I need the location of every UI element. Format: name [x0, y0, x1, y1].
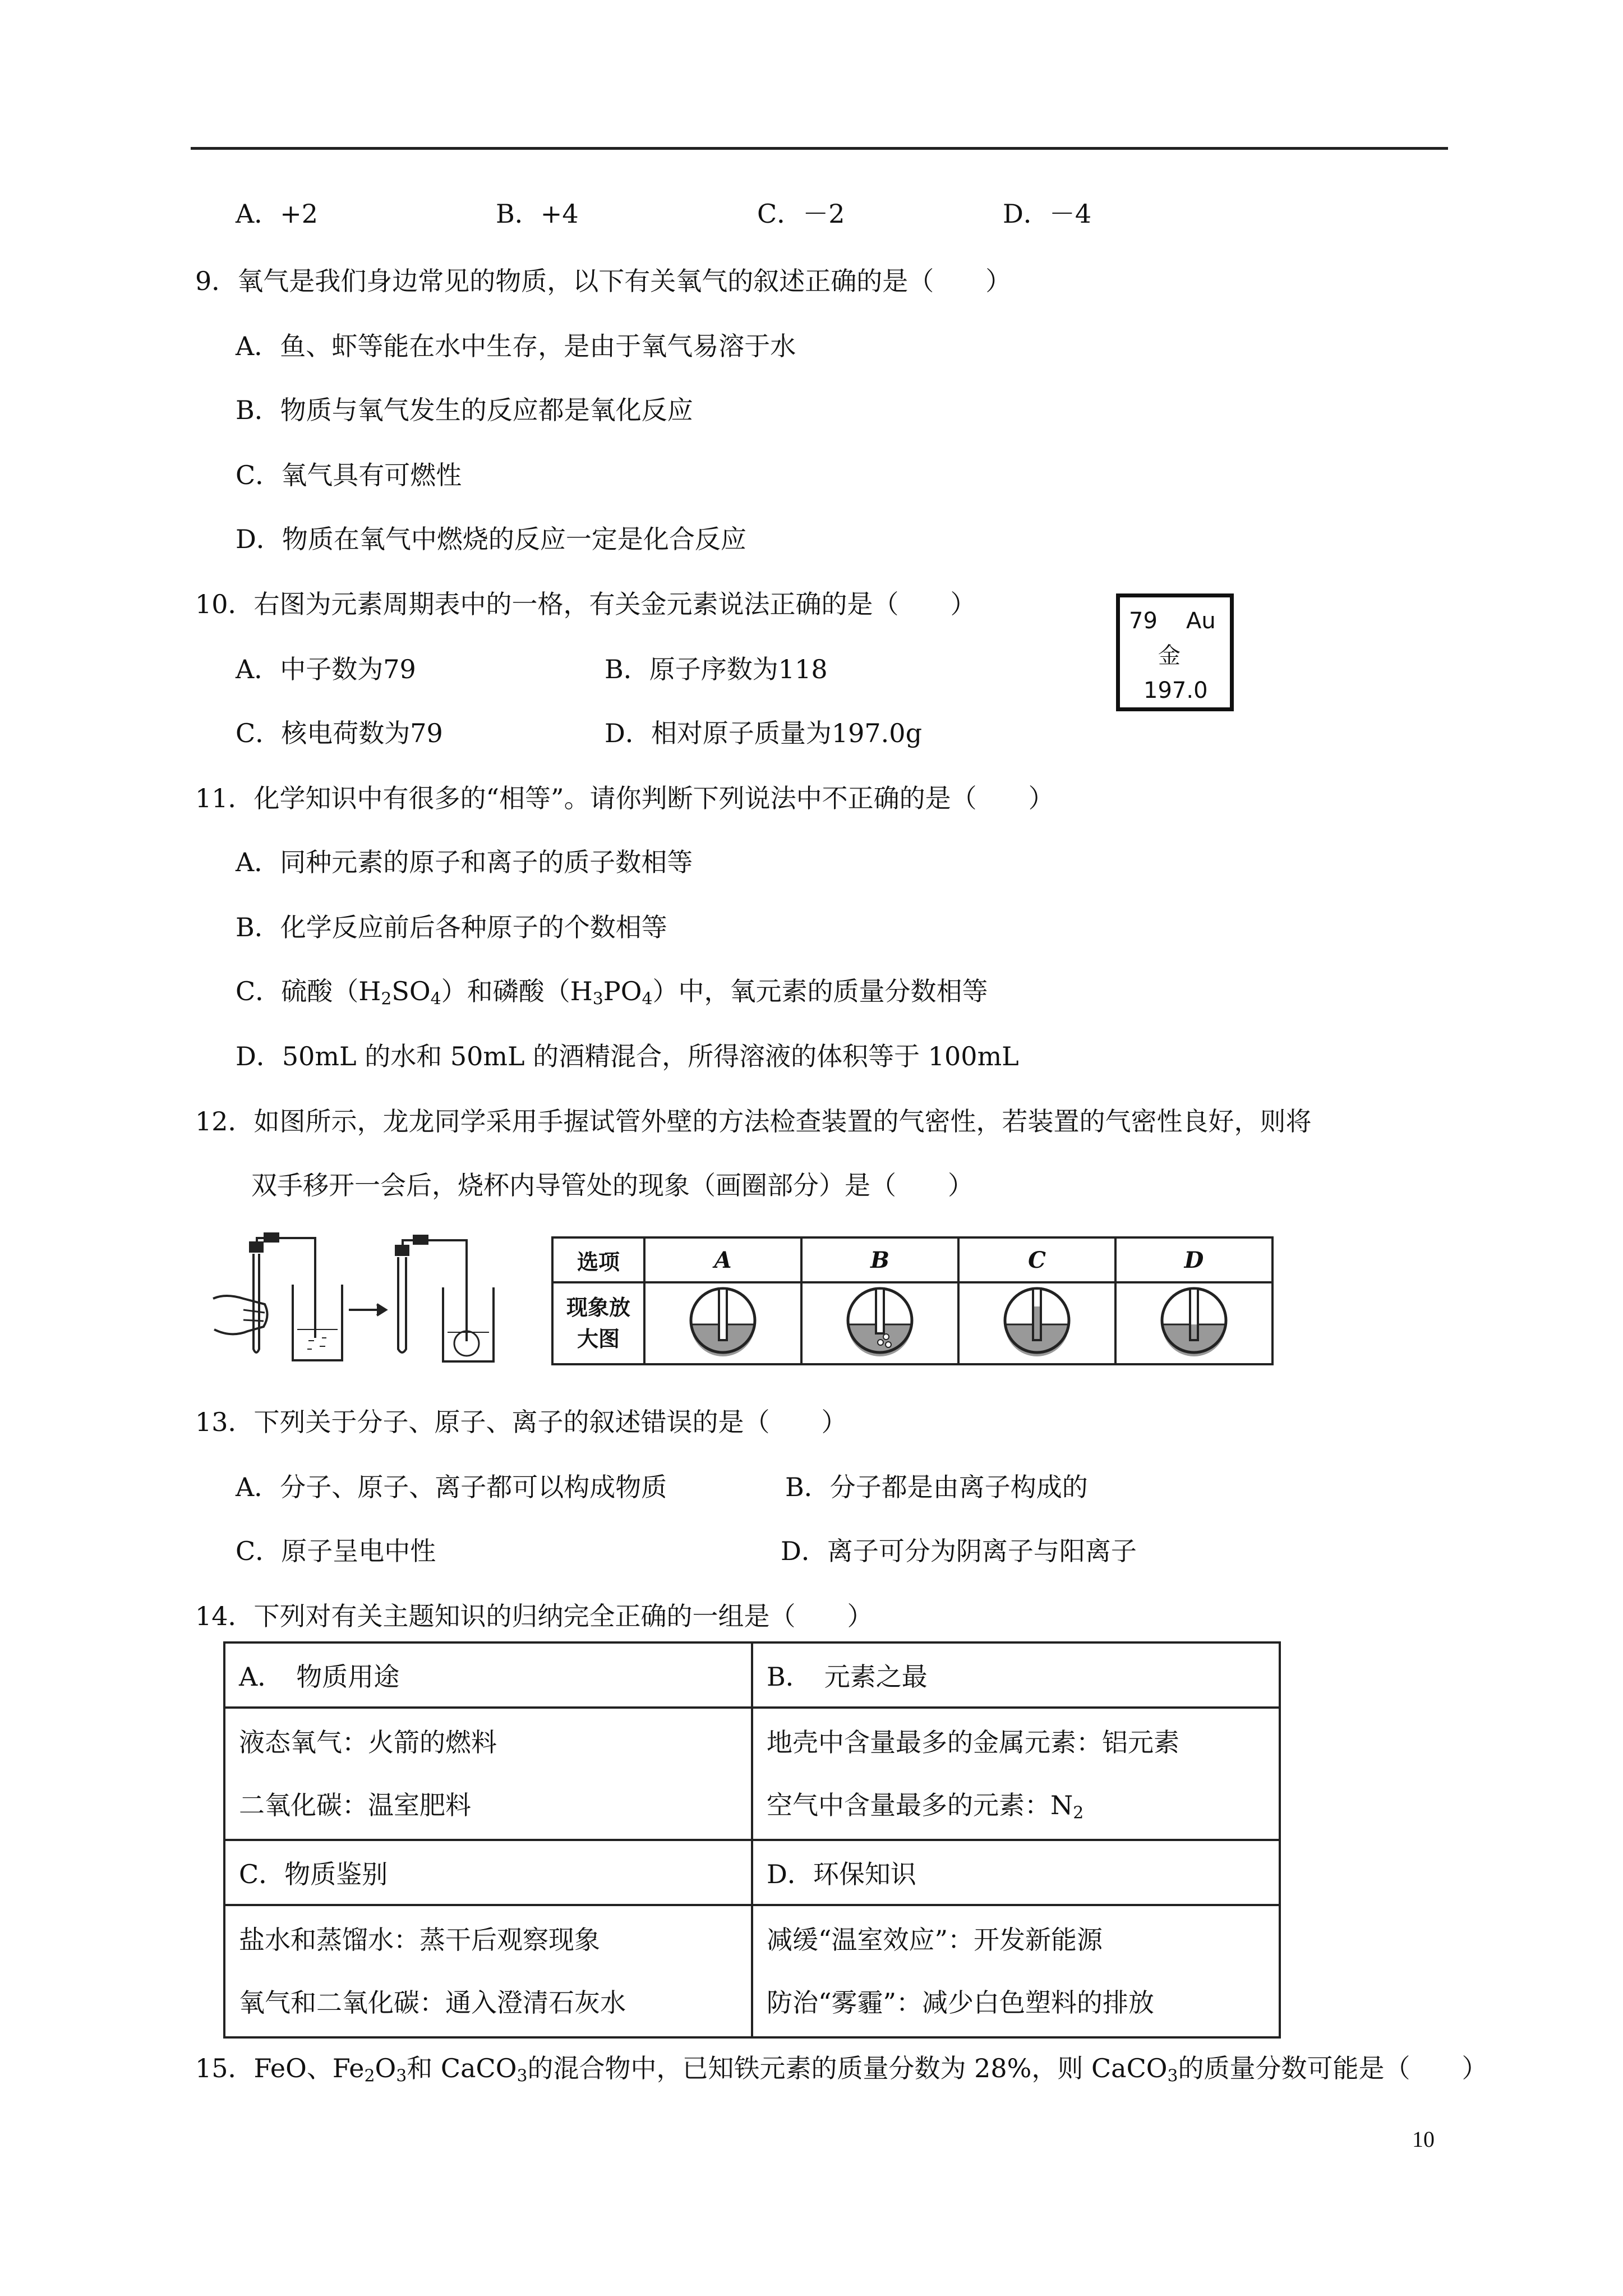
text-run: C．硫酸（H — [236, 976, 381, 1006]
q13-option-a: A．分子、原子、离子都可以构成物质 — [236, 1472, 667, 1502]
header-rule — [191, 147, 1448, 150]
q10-option-d: D．相对原子质量为197.0g — [605, 718, 923, 748]
cell-d-line1: 减缓“温室效应”：开发新能源 — [767, 1925, 1103, 1955]
q10-option-a: A．中子数为79 — [236, 654, 416, 684]
q11-option-a: A．同种元素的原子和离子的质子数相等 — [236, 847, 693, 877]
subscript: 2 — [364, 2066, 375, 2086]
page-number: 10 — [1412, 2127, 1435, 2152]
q10-option-b: B．原子序数为118 — [605, 654, 828, 684]
text-run: 的混合物中，已知铁元素的质量分数为 28%，则 CaCO — [527, 2053, 1168, 2083]
q9-option-b: B．物质与氧气发生的反应都是氧化反应 — [236, 395, 693, 425]
q11-stem: 11．化学知识中有很多的“相等”。请你判断下列说法中不正确的是（ ） — [195, 783, 1054, 813]
element-name: 金 — [1158, 643, 1181, 669]
row-label-line2: 大图 — [577, 1327, 620, 1351]
cell-c-body — [224, 1905, 752, 2037]
cell-c-line1: 盐水和蒸馏水：蒸干后观察现象 — [239, 1925, 600, 1955]
q8-option-a: A．+2 — [236, 199, 319, 229]
text-run: O — [375, 2053, 396, 2083]
atomic-number: 79 — [1129, 608, 1158, 634]
q10-stem: 10．右图为元素周期表中的一格，有关金元素说法正确的是（ ） — [195, 589, 976, 619]
cell-a-line2: 二氧化碳：温室肥料 — [239, 1790, 471, 1820]
magnified-circle-d — [1158, 1284, 1230, 1357]
subscript: 2 — [1073, 1803, 1084, 1823]
q8-option-b: B．+4 — [496, 199, 579, 229]
q11-option-d: D．50mL 的水和 50mL 的酒精混合，所得溶液的体积等于 100mL — [236, 1041, 1019, 1071]
beaker-right — [443, 1287, 494, 1361]
q9-option-a: A．鱼、虾等能在水中生存，是由于氧气易溶于水 — [236, 331, 796, 361]
q15-stem — [195, 2053, 1488, 2086]
option-b-image — [801, 1282, 958, 1364]
cell-c-line2: 氧气和二氧化碳：通入澄清石灰水 — [239, 1987, 626, 2018]
text-run: 的质量分数可能是（ ） — [1178, 2053, 1488, 2083]
q9-option-c: C．氧气具有可燃性 — [236, 460, 462, 490]
row-label — [552, 1282, 644, 1364]
periodic-table-cell — [1116, 593, 1234, 711]
q13-stem: 13．下列关于分子、原子、离子的叙述错误的是（ ） — [195, 1407, 847, 1437]
cell-d-header: D．环保知识 — [752, 1840, 1280, 1905]
beaker-left — [293, 1285, 342, 1360]
header-c: C — [958, 1237, 1115, 1282]
stopper-left — [250, 1243, 262, 1251]
subscript: 3 — [1167, 2066, 1178, 2086]
text-run: SO — [391, 976, 431, 1006]
magnified-circle-c — [1000, 1284, 1073, 1357]
text-run: 和 CaCO — [407, 2053, 517, 2083]
cell-b-body — [752, 1708, 1280, 1840]
option-a-image — [644, 1282, 801, 1364]
q13-option-b: B．分子都是由离子构成的 — [785, 1472, 1088, 1502]
subscript: 3 — [396, 2066, 407, 2086]
text-run: ）中，氧元素的质量分数相等 — [652, 976, 988, 1006]
q12-stem-line1: 12．如图所示，龙龙同学采用手握试管外壁的方法检查装置的气密性，若装置的气密性良好，则将 — [195, 1106, 1312, 1137]
q12-stem-line2: 双手移开一会后，烧杯内导管处的现象（画圈部分）是（ ） — [251, 1170, 974, 1200]
option-d-image — [1115, 1282, 1272, 1364]
header-b: B — [801, 1237, 958, 1282]
subscript: 4 — [642, 989, 653, 1009]
subscript: 3 — [592, 989, 603, 1009]
cell-b-header: B． 元素之最 — [752, 1642, 1280, 1708]
q8-option-d: D．－4 — [1003, 199, 1092, 229]
cell-b-line1: 地壳中含量最多的金属元素：铝元素 — [767, 1727, 1179, 1757]
subscript: 4 — [430, 989, 441, 1009]
cell-a-body — [224, 1708, 752, 1840]
delivery-tube-right — [403, 1240, 467, 1341]
header-d: D — [1115, 1237, 1272, 1282]
row-label-line1: 现象放 — [566, 1295, 630, 1320]
q8-option-c: C．－2 — [757, 199, 845, 229]
header-a: A — [644, 1237, 801, 1282]
knowledge-summary-table — [223, 1641, 1281, 2039]
q9-option-d: D．物质在氧气中燃烧的反应一定是化合反应 — [236, 524, 746, 554]
text-run: PO — [603, 976, 642, 1006]
q11-option-b: B．化学反应前后各种原子的个数相等 — [236, 912, 667, 942]
subscript: 3 — [517, 2066, 528, 2086]
cell-c-header: C．物质鉴别 — [224, 1840, 752, 1905]
text-run: 15．FeO、Fe — [195, 2053, 365, 2083]
element-symbol: Au — [1186, 608, 1216, 634]
option-c-image — [958, 1282, 1115, 1364]
cell-d-line2: 防治“雾霾”：减少白色塑料的排放 — [767, 1987, 1155, 2018]
test-tube-right — [398, 1257, 406, 1352]
q13-option-d: D．离子可分为阴离子与阳离子 — [781, 1536, 1137, 1566]
q11-option-c — [236, 976, 988, 1009]
q14-stem: 14．下列对有关主题知识的归纳完全正确的一组是（ ） — [195, 1601, 873, 1631]
q9-stem: 9．氧气是我们身边常见的物质，以下有关氧气的叙述正确的是（ ） — [195, 266, 1012, 296]
q10-option-c: C．核电荷数为79 — [236, 718, 443, 748]
cell-a-line1: 液态氧气：火箭的燃料 — [239, 1727, 497, 1757]
text-run: ）和磷酸（H — [441, 976, 593, 1006]
magnified-circle-b — [843, 1284, 916, 1357]
q13-option-c: C．原子呈电中性 — [236, 1536, 436, 1566]
phenomenon-options-table — [551, 1236, 1274, 1365]
cell-a-header: A． 物质用途 — [224, 1642, 752, 1708]
header-option: 选项 — [552, 1237, 644, 1282]
cell-d-body — [752, 1905, 1280, 2037]
cell-b-line2: 空气中含量最多的元素：N — [767, 1790, 1073, 1820]
atomic-mass: 197.0 — [1144, 678, 1208, 703]
subscript: 2 — [381, 989, 392, 1009]
apparatus-figure — [209, 1231, 540, 1374]
magnified-circle-a — [686, 1284, 759, 1357]
